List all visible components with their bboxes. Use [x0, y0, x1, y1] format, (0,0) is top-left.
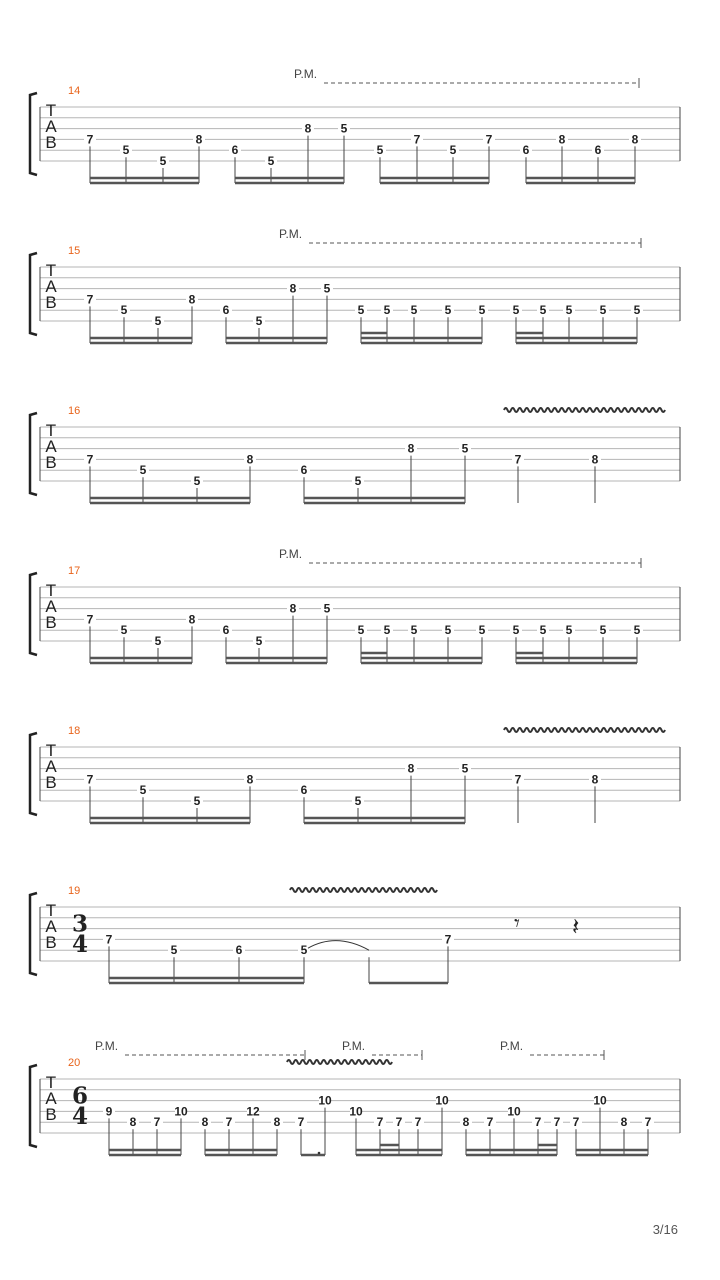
fret-number: 7 — [514, 772, 522, 787]
fret-number: 5 — [193, 474, 201, 488]
fret-number: 5 — [478, 623, 486, 638]
fret-number: 6 — [300, 783, 308, 798]
fret-number: 7 — [534, 1115, 542, 1130]
system-bracket — [30, 573, 37, 655]
palm-mute-label: P.M. — [294, 67, 318, 81]
fret-number: 8 — [591, 772, 599, 787]
fret-number: 5 — [122, 143, 130, 158]
fret-number: 8 — [246, 452, 254, 467]
fret-number: 5 — [376, 143, 384, 158]
vibrato-line — [287, 1060, 392, 1064]
time-signature-bottom: 4 — [71, 931, 89, 959]
fret-number: 12 — [246, 1104, 260, 1119]
fret-number: 5 — [633, 303, 641, 318]
time-signature-bottom: 4 — [71, 1103, 89, 1131]
vibrato-line — [290, 888, 437, 892]
fret-number: 6 — [594, 143, 602, 158]
fret-number: 5 — [354, 794, 362, 808]
palm-mute-label: P.M. — [279, 227, 303, 241]
tab-system-15 — [30, 227, 680, 343]
fret-number: 7 — [485, 132, 493, 147]
fret-number: 8 — [407, 761, 415, 776]
fret-number: 5 — [539, 623, 547, 638]
tab-clef-letter: A — [45, 437, 57, 456]
fret-number: 5 — [193, 794, 201, 808]
fret-number: 5 — [599, 303, 607, 318]
tab-clef-letter: B — [45, 453, 57, 472]
tab-system-16 — [30, 405, 680, 503]
fret-number: 7 — [514, 452, 522, 467]
fret-number: 5 — [512, 303, 520, 318]
fret-number: 5 — [323, 281, 331, 296]
fret-number: 8 — [631, 132, 639, 147]
fret-number: 6 — [222, 303, 230, 318]
fret-number: 6 — [300, 463, 308, 478]
system-bracket — [30, 413, 37, 495]
palm-mute-label: P.M. — [95, 1039, 119, 1053]
fret-number: 5 — [539, 303, 547, 318]
fret-number: 7 — [414, 1115, 422, 1130]
fret-number: 7 — [86, 292, 94, 307]
fret-number: 6 — [231, 143, 239, 158]
tab-clef-letter: B — [45, 133, 57, 152]
fret-number: 8 — [129, 1115, 137, 1130]
fret-number: 5 — [159, 154, 167, 168]
eighth-rest: 𝄾 — [514, 911, 520, 937]
fret-number: 7 — [644, 1115, 652, 1130]
fret-number: 5 — [267, 154, 275, 168]
tab-clef-letter: A — [45, 277, 57, 296]
fret-number: 5 — [139, 463, 147, 478]
tab-clef-letter: B — [45, 293, 57, 312]
fret-number: 10 — [435, 1093, 449, 1108]
fret-number: 5 — [461, 441, 469, 456]
tab-clef-letter: B — [45, 773, 57, 792]
fret-number: 7 — [86, 132, 94, 147]
fret-number: 8 — [195, 132, 203, 147]
fret-number: 5 — [444, 303, 452, 318]
fret-number: 7 — [395, 1115, 403, 1130]
fret-number: 5 — [410, 623, 418, 638]
palm-mute-label: P.M. — [342, 1039, 366, 1053]
fret-number: 8 — [246, 772, 254, 787]
tab-system-20 — [30, 1039, 680, 1155]
fret-number: 8 — [620, 1115, 628, 1130]
fret-number: 8 — [188, 612, 196, 627]
fret-number: 8 — [591, 452, 599, 467]
tab-system-19 — [30, 885, 680, 983]
bar-number: 14 — [68, 85, 81, 97]
palm-mute-label: P.M. — [279, 547, 303, 561]
system-bracket — [30, 1065, 37, 1147]
fret-number: 5 — [383, 303, 391, 318]
tab-clef-letter: T — [45, 581, 57, 600]
fret-number: 5 — [170, 943, 178, 958]
fret-number: 7 — [225, 1115, 233, 1130]
bar-number: 17 — [68, 565, 81, 577]
fret-number: 5 — [139, 783, 147, 798]
fret-number: 5 — [410, 303, 418, 318]
fret-number: 5 — [340, 121, 348, 136]
fret-number: 5 — [300, 943, 308, 958]
tab-clef-letter: B — [45, 933, 57, 952]
fret-number: 10 — [507, 1104, 521, 1119]
tab-clef-letter: B — [45, 613, 57, 632]
fret-number: 7 — [572, 1115, 580, 1130]
tab-clef-letter: T — [45, 901, 57, 920]
fret-number: 8 — [304, 121, 312, 136]
tab-clef-letter: B — [45, 1105, 57, 1124]
fret-number: 7 — [86, 452, 94, 467]
tab-clef-letter: T — [45, 741, 57, 760]
tab-clef-letter: T — [45, 261, 57, 280]
fret-number: 5 — [154, 634, 162, 648]
fret-number: 5 — [449, 143, 457, 158]
fret-number: 8 — [407, 441, 415, 456]
fret-number: 5 — [599, 623, 607, 638]
fret-number: 5 — [357, 623, 365, 638]
fret-number: 5 — [633, 623, 641, 638]
fret-number: 7 — [153, 1115, 161, 1130]
bar-number: 20 — [68, 1057, 81, 1069]
fret-number: 8 — [558, 132, 566, 147]
fret-number: 7 — [86, 772, 94, 787]
fret-number: 5 — [255, 634, 263, 648]
bar-number: 19 — [68, 885, 81, 897]
fret-number: 5 — [444, 623, 452, 638]
fret-number: 5 — [255, 314, 263, 328]
vibrato-line — [504, 728, 665, 732]
fret-number: 5 — [323, 601, 331, 616]
tab-clef-letter: A — [45, 1089, 57, 1108]
fret-number: 10 — [593, 1093, 607, 1108]
fret-number: 7 — [376, 1115, 384, 1130]
fret-number: 6 — [522, 143, 530, 158]
fret-number: 5 — [383, 623, 391, 638]
system-bracket — [30, 733, 37, 815]
fret-number: 8 — [462, 1115, 470, 1130]
fret-number: 9 — [105, 1104, 113, 1119]
fret-number: 5 — [354, 474, 362, 488]
tab-system-18 — [30, 725, 680, 823]
tab-clef-letter: A — [45, 117, 57, 136]
fret-number: 7 — [105, 932, 113, 947]
fret-number: 5 — [565, 623, 573, 638]
fret-number: 5 — [154, 314, 162, 328]
vibrato-line — [504, 408, 665, 412]
fret-number: 5 — [512, 623, 520, 638]
fret-number: 10 — [174, 1104, 188, 1119]
tab-clef-letter: A — [45, 597, 57, 616]
fret-number: 8 — [289, 601, 297, 616]
tab-clef-letter: A — [45, 757, 57, 776]
fret-number: 5 — [461, 761, 469, 776]
system-bracket — [30, 93, 37, 175]
tab-system-14 — [30, 67, 680, 183]
tie — [308, 941, 369, 951]
dotted-note-dot — [318, 1152, 321, 1155]
fret-number: 7 — [413, 132, 421, 147]
fret-number: 7 — [486, 1115, 494, 1130]
fret-number: 5 — [357, 303, 365, 318]
fret-number: 8 — [289, 281, 297, 296]
tab-clef-letter: T — [45, 1073, 57, 1092]
tab-clef-letter: A — [45, 917, 57, 936]
time-signature-top: 3 — [71, 910, 89, 938]
fret-number: 7 — [444, 932, 452, 947]
page-number: 3/16 — [652, 1222, 678, 1237]
fret-number: 7 — [86, 612, 94, 627]
tab-clef-letter: T — [45, 101, 57, 120]
fret-number: 7 — [297, 1115, 305, 1130]
fret-number: 5 — [120, 303, 128, 318]
fret-number: 6 — [235, 943, 243, 958]
fret-number: 8 — [201, 1115, 209, 1130]
bar-number: 16 — [68, 405, 81, 417]
time-signature-top: 6 — [71, 1082, 89, 1110]
fret-number: 10 — [349, 1104, 363, 1119]
quarter-rest: 𝄽 — [572, 912, 580, 941]
fret-number: 8 — [188, 292, 196, 307]
fret-number: 5 — [478, 303, 486, 318]
fret-number: 5 — [565, 303, 573, 318]
tab-clef-letter: T — [45, 421, 57, 440]
fret-number: 6 — [222, 623, 230, 638]
system-bracket — [30, 893, 37, 975]
fret-number: 5 — [120, 623, 128, 638]
fret-number: 7 — [553, 1115, 561, 1130]
bar-number: 15 — [68, 245, 81, 257]
system-bracket — [30, 253, 37, 335]
palm-mute-label: P.M. — [500, 1039, 524, 1053]
tab-system-17 — [30, 547, 680, 663]
bar-number: 18 — [68, 725, 81, 737]
fret-number: 8 — [273, 1115, 281, 1130]
fret-number: 10 — [318, 1093, 332, 1108]
